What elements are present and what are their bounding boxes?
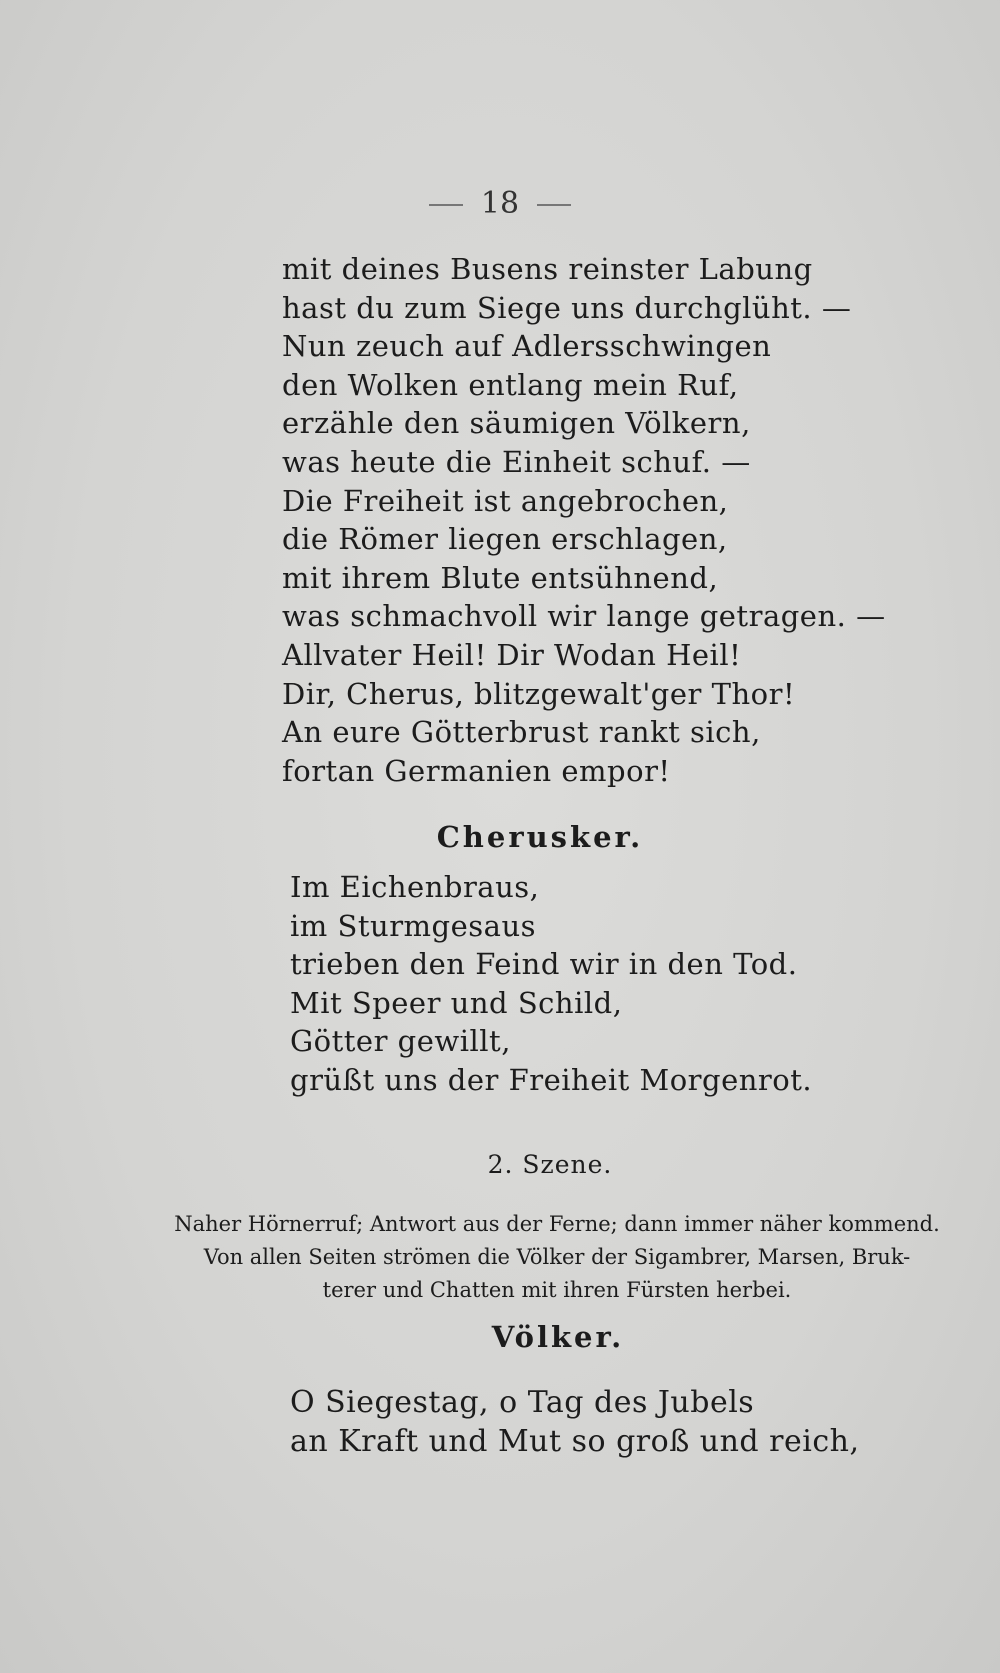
verse-line: die Römer liegen erschlagen, xyxy=(282,522,728,557)
verse-line: Dir, Cherus, blitzgewalt'ger Thor! xyxy=(282,676,796,711)
verse-line: was schmachvoll wir lange getragen. — xyxy=(282,599,886,634)
stage-direction-line: Von allen Seiten strömen die Völker der Sigambrer, Marsen, Bruk- xyxy=(203,1245,911,1269)
verse-stanza-3 xyxy=(290,1384,860,1461)
verse-line: Mit Speer und Schild, xyxy=(290,985,623,1020)
verse-line: den Wolken entlang mein Ruf, xyxy=(282,367,739,402)
speaker-heading-cherusker: Cherusker. xyxy=(436,820,644,854)
verse-line: An eure Götterbrust rankt sich, xyxy=(282,715,761,750)
verse-line: fortan Germanien empor! xyxy=(282,753,671,788)
verse-line: Im Eichenbraus, xyxy=(290,870,540,904)
header-dash-right xyxy=(537,204,571,206)
verse-line: Die Freiheit ist angebrochen, xyxy=(282,483,729,518)
header-dash-left xyxy=(429,204,463,206)
stage-direction xyxy=(172,1208,942,1307)
stage-direction-line: Naher Hörnerruf; Antwort aus der Ferne; dann immer näher kommend. xyxy=(174,1212,940,1236)
verse-line: O Siegestag, o Tag des Jubels xyxy=(290,1385,755,1420)
verse-line: hast du zum Siege uns durchglüht. — xyxy=(282,290,852,325)
page-number: 18 xyxy=(480,186,520,221)
verse-line: mit deines Busens reinster Labung xyxy=(282,252,813,286)
verse-stanza-1 xyxy=(282,250,886,790)
verse-line: Nun zeuch auf Adlersschwingen xyxy=(282,329,772,364)
verse-line: an Kraft und Mut so groß und reich, xyxy=(290,1423,860,1459)
stage-direction-line: terer und Chatten mit ihren Fürsten herbei. xyxy=(322,1278,792,1302)
verse-line: trieben den Feind wir in den Tod. xyxy=(290,947,798,982)
speaker-heading-voelker: Völker. xyxy=(491,1320,625,1354)
verse-line: grüßt uns der Freiheit Morgenrot. xyxy=(290,1062,813,1097)
verse-stanza-2 xyxy=(290,868,812,1100)
verse-line: im Sturmgesaus xyxy=(290,908,537,943)
verse-line: Götter gewillt, xyxy=(290,1024,511,1059)
verse-line: mit ihrem Blute entsühnend, xyxy=(282,560,719,595)
scene-heading: 2. Szene. xyxy=(487,1150,613,1179)
page-header xyxy=(0,186,1000,221)
verse-line: Allvater Heil! Dir Wodan Heil! xyxy=(282,637,742,672)
verse-line: was heute die Einheit schuf. — xyxy=(282,444,751,479)
verse-line: erzähle den säumigen Völkern, xyxy=(282,406,751,441)
